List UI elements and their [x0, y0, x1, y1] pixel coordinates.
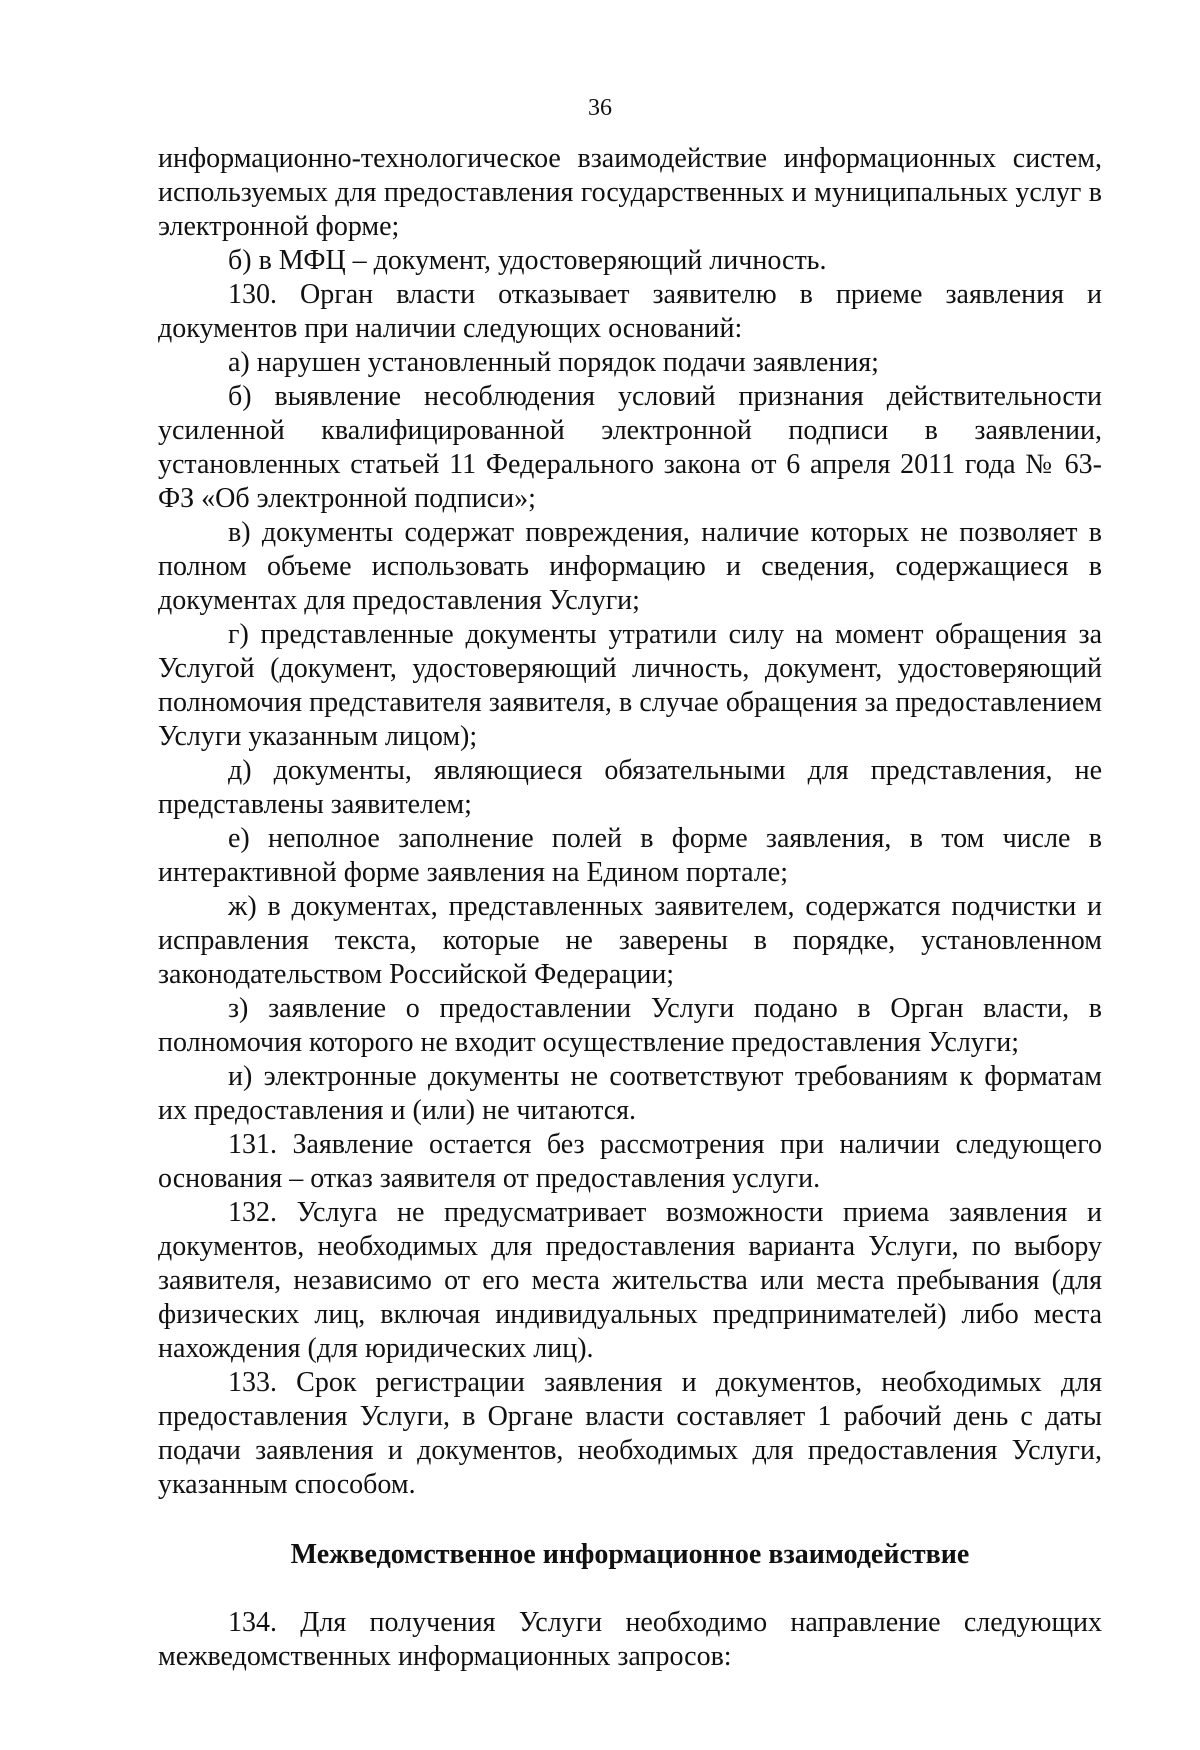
- paragraph: д) документы, являющиеся обязательными для представления, не представлены заявителем;: [158, 755, 1102, 820]
- paragraph: е) неполное заполнение полей в форме заявления, в том числе в интерактивной форме заявления на Едином портале;: [158, 823, 1102, 888]
- paragraph: в) документы содержат повреждения, наличие которых не позволяет в полном объеме использовать информацию и сведения, содержащиеся в документах для предоставления Услуги;: [158, 517, 1102, 616]
- paragraph: г) представленные документы утратили силу на момент обращения за Услугой (документ, удостоверяющий личность, документ, удостоверяющий полномочия представителя заявителя, в случае обращения за предоставлением Услуги указанным лицом);: [158, 619, 1102, 752]
- paragraph: 132. Услуга не предусматривает возможности приема заявления и документов, необходимых для предоставления варианта Услуги, по выбору заявителя, независимо от его места жительства или места пребывания (для физических лиц, включая индивидуальных предпринимателей) либо места нахождения (для юридических лиц).: [158, 1197, 1102, 1364]
- paragraph: и) электронные документы не соответствуют требованиям к форматам их предоставления и (или) не читаются.: [158, 1061, 1102, 1126]
- paragraph: 134. Для получения Услуги необходимо направление следующих межведомственных информационных запросов:: [158, 1607, 1102, 1672]
- paragraph: б) выявление несоблюдения условий признания действительности усиленной квалифицированной электронной подписи в заявлении, установленных статьей 11 Федерального закона от 6 апреля 2011 года № 63-ФЗ «Об электронной подписи»;: [158, 381, 1102, 514]
- paragraph: б) в МФЦ – документ, удостоверяющий личность.: [228, 245, 827, 276]
- paragraph: 133. Срок регистрации заявления и документов, необходимых для предоставления Услуги, в Органе власти составляет 1 рабочий день с даты подачи заявления и документов, необходимых для предоставления Услуги, указанным способом.: [158, 1367, 1102, 1500]
- section-heading: Межведомственное информационное взаимодействие: [290, 1539, 970, 1570]
- paragraph: ж) в документах, представленных заявителем, содержатся подчистки и исправления текста, которые не заверены в порядке, установленном законодательством Российской Федерации;: [158, 891, 1102, 990]
- paragraph: 131. Заявление остается без рассмотрения при наличии следующего основания – отказ заявителя от предоставления услуги.: [158, 1129, 1102, 1194]
- page-number: 36: [588, 95, 612, 121]
- paragraph: информационно-технологическое взаимодействие информационных систем, используемых для предоставления государственных и муниципальных услуг в электронной форме;: [158, 143, 1102, 242]
- paragraph: 130. Орган власти отказывает заявителю в приеме заявления и документов при наличии следующих оснований:: [158, 279, 1102, 344]
- document-body: [158, 142, 1102, 1674]
- paragraph: а) нарушен установленный порядок подачи заявления;: [228, 347, 879, 378]
- paragraph: з) заявление о предоставлении Услуги подано в Орган власти, в полномочия которого не входит осуществление предоставления Услуги;: [158, 993, 1102, 1058]
